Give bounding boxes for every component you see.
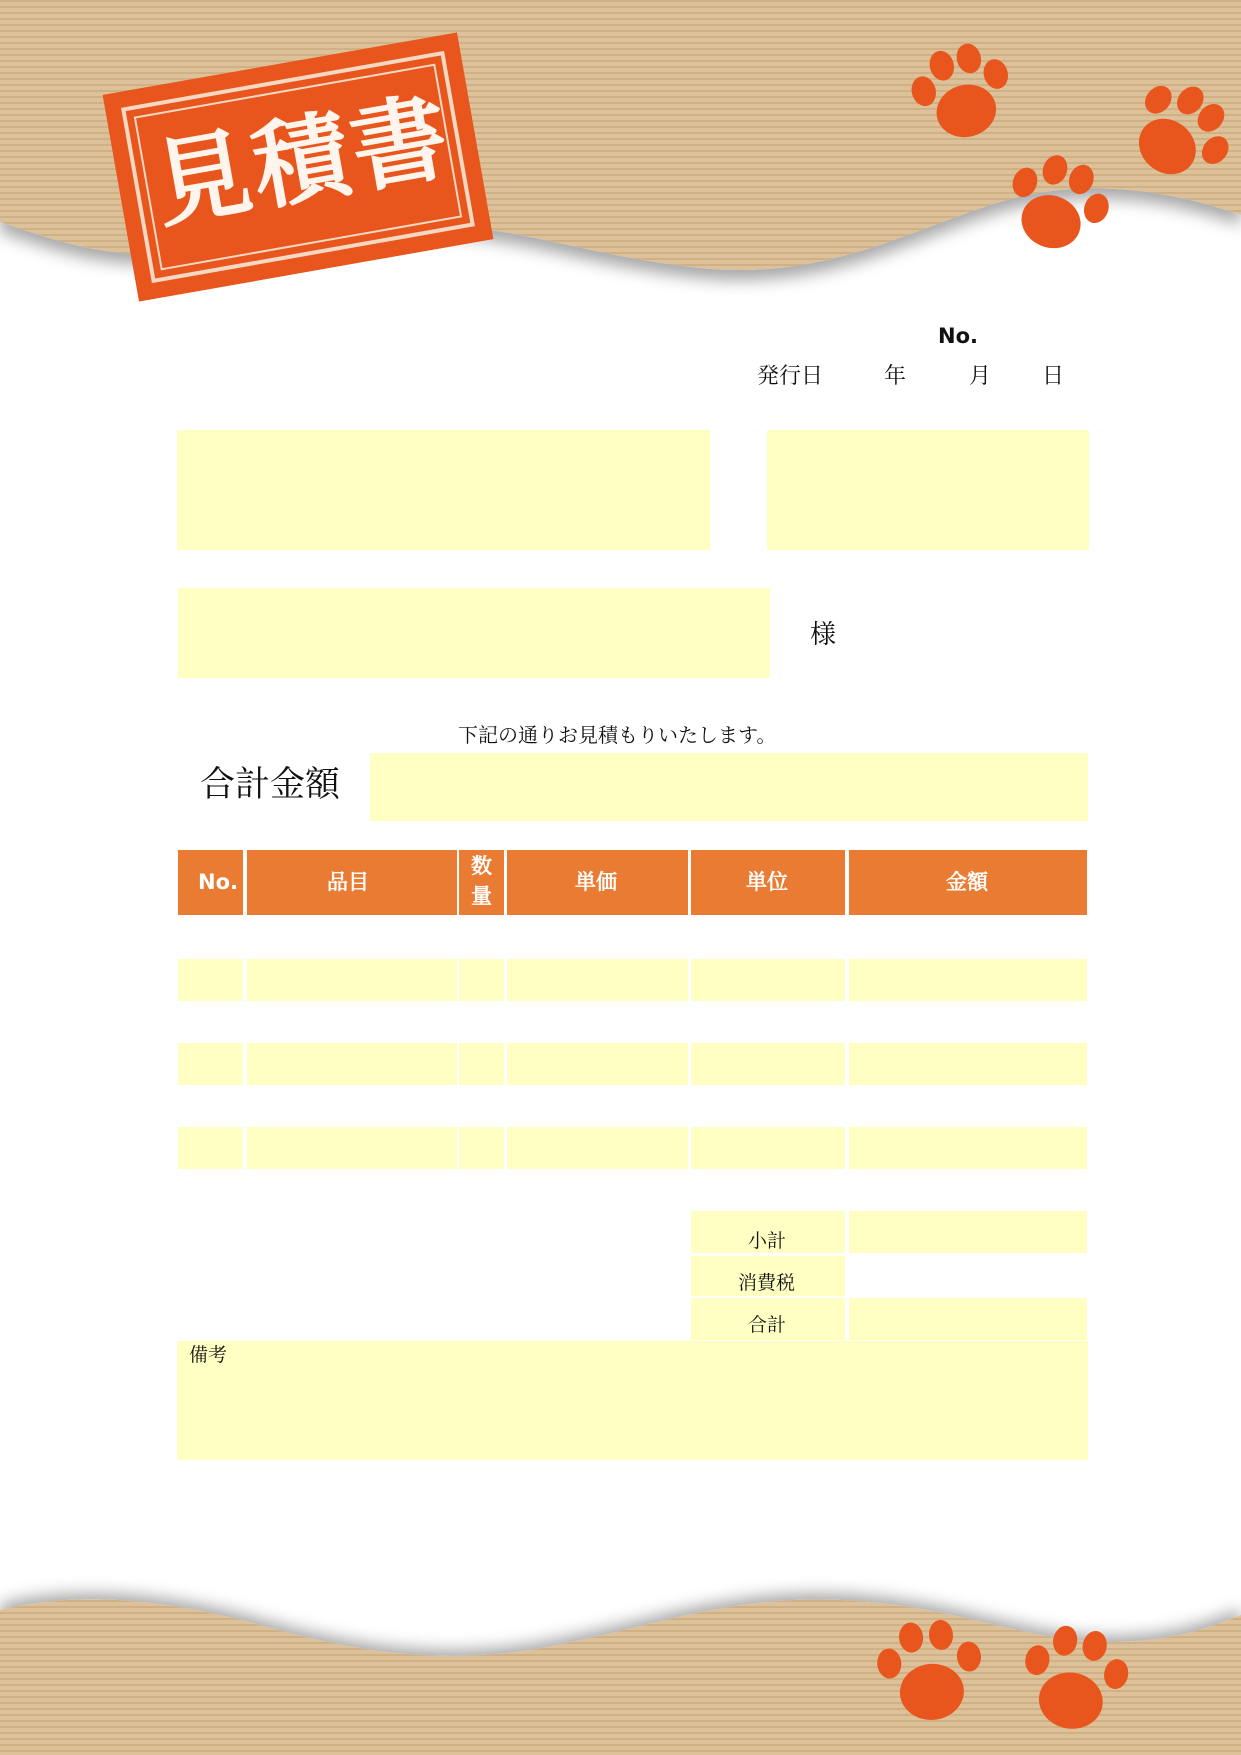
table-header-amount [849, 850, 1087, 915]
table-cell[interactable] [691, 1127, 845, 1169]
paw-print-icon [1120, 80, 1235, 190]
header-quantity-line2: 量 [471, 884, 492, 908]
table-header-no [178, 850, 243, 915]
table-header-quantity [459, 850, 504, 915]
issue-date-year: 年 [884, 364, 907, 389]
subtotal-value-field[interactable] [849, 1211, 1087, 1253]
total-amount-field[interactable] [370, 753, 1088, 821]
issue-date-label: 発行日 [757, 364, 824, 389]
paw-print-icon [995, 150, 1115, 260]
remarks-field[interactable] [177, 1341, 1088, 1460]
subtotal-label: 小計 [748, 1230, 787, 1252]
intro-text: 下記の通りお見積もりいたします。 [458, 723, 777, 747]
paw-print-icon [1015, 1615, 1135, 1740]
table-header-item [247, 850, 457, 915]
table-cell[interactable] [507, 1043, 688, 1085]
table-cell[interactable] [178, 1127, 243, 1169]
table-cell[interactable] [178, 959, 243, 1001]
table-cell[interactable] [507, 1127, 688, 1169]
tax-label: 消費税 [738, 1272, 796, 1294]
table-cell[interactable] [247, 1043, 457, 1085]
table-cell[interactable] [459, 1043, 504, 1085]
grand-total-label: 合計 [748, 1314, 787, 1336]
table-cell[interactable] [849, 1043, 1087, 1085]
remarks-label: 備考 [189, 1344, 228, 1366]
header-no-label: No. [198, 870, 238, 894]
header-unit-label: 単位 [746, 870, 788, 894]
table-cell[interactable] [459, 1127, 504, 1169]
document-title: 見積書 [145, 79, 461, 243]
document-number-label: No. [938, 324, 978, 348]
table-cell[interactable] [691, 1043, 845, 1085]
table-cell[interactable] [507, 959, 688, 1001]
paw-print-icon [900, 40, 1020, 150]
issuer-info-field[interactable] [767, 430, 1089, 550]
header-amount-label: 金額 [946, 870, 988, 894]
table-cell[interactable] [849, 959, 1087, 1001]
table-cell[interactable] [247, 1127, 457, 1169]
table-cell[interactable] [247, 959, 457, 1001]
grand-total-value-field[interactable] [849, 1298, 1087, 1340]
table-cell[interactable] [459, 959, 504, 1001]
client-address-field[interactable] [177, 430, 710, 550]
table-header-unit [691, 850, 845, 915]
header-item-label: 品目 [327, 870, 369, 894]
recipient-suffix: 様 [810, 620, 837, 650]
issue-date-month: 月 [969, 364, 992, 389]
header-unit-price-label: 単価 [575, 870, 617, 894]
total-amount-label: 合計金額 [200, 765, 341, 805]
recipient-name-field[interactable] [178, 588, 770, 678]
table-cell[interactable] [178, 1043, 243, 1085]
table-header-unit-price [507, 850, 688, 915]
header-quantity-line1: 数 [471, 854, 492, 878]
table-cell[interactable] [849, 1127, 1087, 1169]
paw-print-icon [870, 1610, 990, 1730]
issue-date-day: 日 [1042, 364, 1065, 389]
table-cell[interactable] [691, 959, 845, 1001]
